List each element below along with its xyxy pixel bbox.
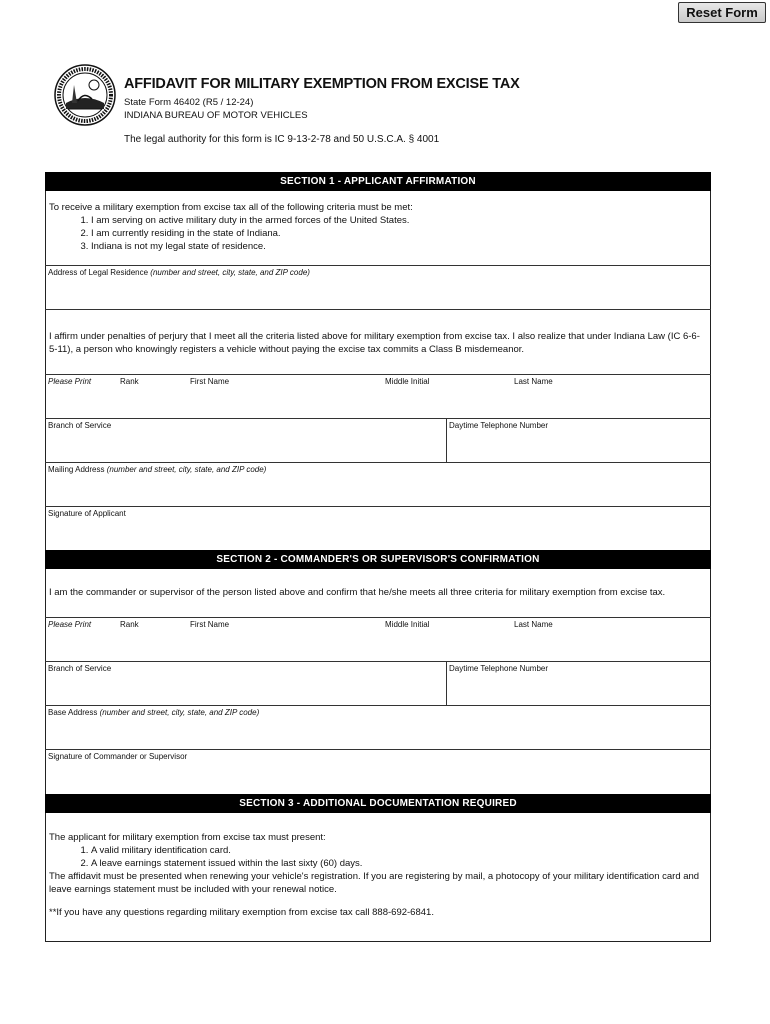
indiana-state-seal-icon [50, 63, 120, 127]
applicant-branch-input[interactable] [48, 436, 444, 460]
criteria-intro: To receive a military exemption from excise tax all of the following criteria must be met: [49, 202, 413, 213]
applicant-phone-input[interactable] [449, 436, 708, 460]
section1-heading: SECTION 1 - APPLICANT AFFIRMATION [45, 172, 711, 191]
base-address-input[interactable] [48, 723, 707, 747]
requirement-item: 1. A valid military identification card. [91, 844, 709, 857]
applicant-first-name-input[interactable] [188, 392, 382, 416]
please-print-label: Please Print [48, 377, 92, 386]
agency-name: INDIANA BUREAU OF MOTOR VEHICLES [124, 110, 308, 121]
section2-heading: SECTION 2 - COMMANDER'S OR SUPERVISOR'S CONFIRMATION [45, 550, 711, 569]
commander-last-name-input[interactable] [512, 635, 708, 659]
last-name-label: Last Name [514, 377, 553, 386]
rank-label: Rank [120, 620, 139, 629]
commander-signature-field[interactable] [48, 765, 703, 791]
legal-residence-address-input[interactable] [48, 282, 707, 308]
state-form-number: State Form 46402 (R5 / 12-24) [124, 97, 254, 108]
base-address-label: Base Address (number and street, city, state, and ZIP code) [48, 708, 260, 717]
criteria-item: 1. I am serving on active military duty in the armed forces of the United States. [91, 214, 709, 227]
first-name-label: First Name [190, 377, 230, 386]
daytime-phone-label: Daytime Telephone Number [449, 664, 549, 673]
section3-heading: SECTION 3 - ADDITIONAL DOCUMENTATION REQUIRED [45, 794, 711, 813]
commander-statement: I am the commander or supervisor of the person listed above and confirm that he/she meets all three criteria for military exemption from excise tax. [49, 587, 666, 598]
requirement-item: 2. A leave earnings statement issued within the last sixty (60) days. [91, 857, 709, 870]
mailing-address-label: Mailing Address (number and street, city, state, and ZIP code) [48, 465, 267, 474]
commander-middle-initial-input[interactable] [383, 635, 511, 659]
address-legal-residence-label: Address of Legal Residence (number and street, city, state, and ZIP code) [48, 268, 310, 277]
first-name-label: First Name [190, 620, 230, 629]
perjury-affirmation: I affirm under penalties of perjury that I meet all the criteria listed above for military exemption from excise tax. I also realize that under Indiana Law (IC 6-6-5-11), a person who knowingly registers a vehicle without paying the excise tax commits a Class B misdemeanor. [49, 331, 700, 355]
legal-authority: The legal authority for this form is IC 9-13-2-78 and 50 U.S.C.A. § 4001 [124, 134, 440, 145]
applicant-signature-label: Signature of Applicant [48, 509, 126, 518]
branch-of-service-label: Branch of Service [48, 664, 112, 673]
commander-branch-input[interactable] [48, 679, 444, 703]
contact-note: **If you have any questions regarding military exemption from excise tax call 888-692-6841. [49, 907, 434, 918]
mailing-address-input[interactable] [48, 480, 707, 504]
applicant-middle-initial-input[interactable] [383, 392, 511, 416]
applicant-rank-input[interactable] [118, 392, 188, 416]
section1-criteria [49, 201, 709, 253]
middle-initial-label: Middle Initial [385, 377, 430, 386]
criteria-item: 3. Indiana is not my legal state of residence. [91, 240, 709, 253]
last-name-label: Last Name [514, 620, 553, 629]
commander-signature-label: Signature of Commander or Supervisor [48, 752, 188, 761]
branch-of-service-label: Branch of Service [48, 421, 112, 430]
commander-phone-input[interactable] [449, 679, 708, 703]
requirements-intro: The applicant for military exemption from excise tax must present: [49, 832, 326, 843]
commander-rank-input[interactable] [118, 635, 188, 659]
middle-initial-label: Middle Initial [385, 620, 430, 629]
form-title: AFFIDAVIT FOR MILITARY EXEMPTION FROM EXCISE TAX [124, 76, 520, 92]
daytime-phone-label: Daytime Telephone Number [449, 421, 549, 430]
applicant-last-name-input[interactable] [512, 392, 708, 416]
criteria-item: 2. I am currently residing in the state of Indiana. [91, 227, 709, 240]
applicant-signature-field[interactable] [48, 522, 703, 548]
section3-requirements [49, 831, 709, 919]
renewal-note: The affidavit must be presented when renewing your vehicle's registration. If you are registering by mail, a photocopy of your military identification card and leave earnings statement must be included with your renewal notice. [49, 871, 700, 895]
commander-first-name-input[interactable] [188, 635, 382, 659]
reset-form-button[interactable]: Reset Form [678, 2, 766, 23]
please-print-label: Please Print [48, 620, 92, 629]
rank-label: Rank [120, 377, 139, 386]
